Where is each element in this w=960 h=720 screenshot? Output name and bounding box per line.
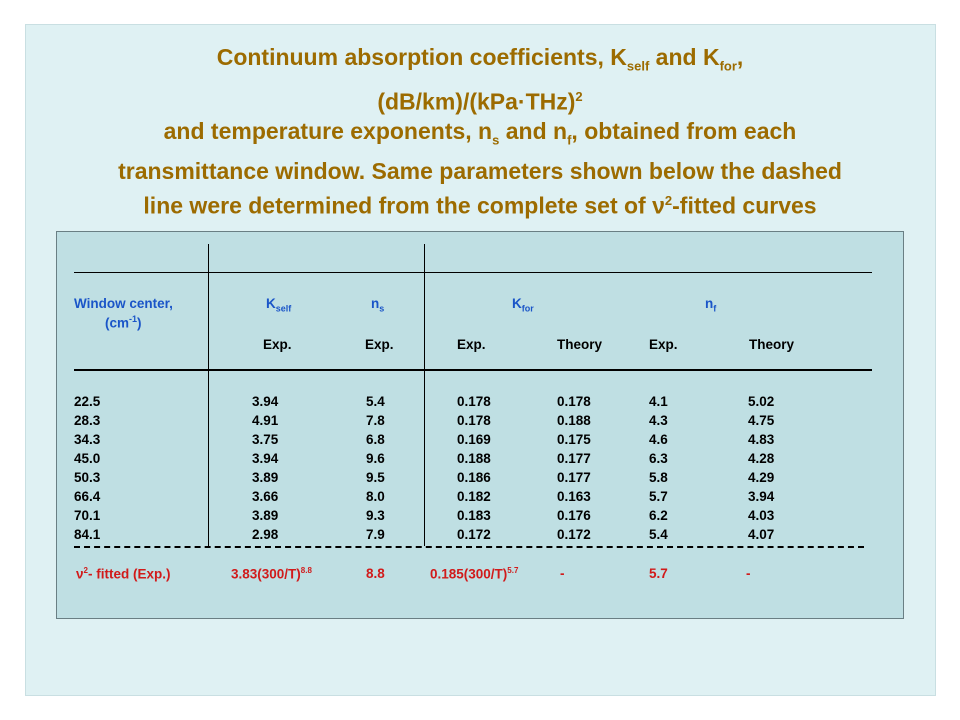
cell-ns: 7.9 (366, 527, 385, 542)
cell-kfor-exp: 0.188 (457, 451, 491, 466)
cell-kfor-exp: 0.169 (457, 432, 491, 447)
fitted-kself: $3.83(300/T)^{8.8}$ (231, 566, 312, 582)
fitted-nf-theory: - (746, 566, 751, 581)
title-line-2: $(dB/km)/(kPa\cdot THz)^2$ (377, 88, 583, 115)
cell-kfor-theory: 0.163 (557, 489, 591, 504)
cell-window-center: 45.0 (74, 451, 101, 466)
fitted-kfor-theory: - (560, 566, 565, 581)
cell-kfor-theory: 0.175 (557, 432, 591, 447)
cell-window-center: 22.5 (74, 394, 101, 409)
cell-nf-exp: 6.2 (649, 508, 668, 523)
cell-kself: 3.89 (252, 508, 279, 523)
cell-ns: 9.3 (366, 508, 385, 523)
cell-kself: 2.98 (252, 527, 279, 542)
cell-nf-theory: 5.02 (748, 394, 775, 409)
cell-nf-exp: 4.1 (649, 394, 668, 409)
cell-window-center: 50.3 (74, 470, 101, 485)
subheader-nf-theory: Theory (749, 337, 795, 352)
cell-kself: 3.89 (252, 470, 279, 485)
cell-nf-theory: 4.75 (748, 413, 775, 428)
cell-nf-exp: 4.3 (649, 413, 668, 428)
cell-ns: 9.6 (366, 451, 385, 466)
cell-nf-exp: 4.6 (649, 432, 668, 447)
header-window-center: Window center, (74, 296, 173, 311)
fitted-kfor: $0.185(300/T)^{5.7}$ (430, 566, 519, 582)
header-window-unit: $(cm^{-1})$ (105, 314, 142, 331)
cell-kself: 3.66 (252, 489, 279, 504)
header-kself: $K_{self}$ (266, 296, 292, 314)
title-line-5: line were determined from the complete set of $\nu^2$-fitted curves (143, 192, 817, 219)
table-header-rule (74, 369, 872, 371)
column-divider-1 (208, 244, 209, 546)
cell-window-center: 28.3 (74, 413, 101, 428)
title-line-3: and temperature exponents, $n_s$ and $n_f$, obtained from each (163, 118, 797, 148)
cell-nf-theory: 4.07 (748, 527, 775, 542)
header-kfor: $K_{for}$ (512, 296, 534, 314)
table-top-rule (74, 272, 872, 273)
title-line-1: Continuum absorption coefficients, $K_{self}$ and $K_{for}$, (216, 44, 744, 74)
subheader-kfor-exp: Exp. (457, 337, 486, 352)
cell-nf-exp: 6.3 (649, 451, 668, 466)
cell-ns: 6.8 (366, 432, 385, 447)
cell-nf-theory: 4.28 (748, 451, 775, 466)
cell-kfor-exp: 0.182 (457, 489, 491, 504)
fitted-ns: 8.8 (366, 566, 385, 581)
cell-ns: 9.5 (366, 470, 385, 485)
cell-kfor-theory: 0.178 (557, 394, 591, 409)
cell-kfor-theory: 0.176 (557, 508, 591, 523)
cell-nf-exp: 5.8 (649, 470, 668, 485)
cell-kself: 3.94 (252, 394, 279, 409)
cell-nf-theory: 4.29 (748, 470, 775, 485)
cell-window-center: 34.3 (74, 432, 101, 447)
cell-kfor-exp: 0.172 (457, 527, 491, 542)
column-divider-2 (424, 244, 425, 546)
title-line-4: transmittance window. Same parameters shown below the dashed (118, 157, 842, 184)
cell-kfor-exp: 0.186 (457, 470, 491, 485)
cell-nf-theory: 4.83 (748, 432, 775, 447)
header-nf: $n_f$ (705, 296, 717, 314)
cell-nf-theory: 4.03 (748, 508, 775, 523)
cell-kfor-exp: 0.178 (457, 413, 491, 428)
slide-title (0, 42, 960, 221)
header-ns: $n_s$ (371, 296, 385, 314)
cell-window-center: 70.1 (74, 508, 101, 523)
fitted-nf-exp: 5.7 (649, 566, 668, 581)
subheader-kself-exp: Exp. (263, 337, 292, 352)
cell-kself: 3.75 (252, 432, 279, 447)
cell-kfor-exp: 0.183 (457, 508, 491, 523)
cell-kfor-theory: 0.177 (557, 451, 591, 466)
cell-kfor-theory: 0.188 (557, 413, 591, 428)
subheader-nf-exp: Exp. (649, 337, 678, 352)
cell-ns: 5.4 (366, 394, 385, 409)
subheader-ns-exp: Exp. (365, 337, 394, 352)
cell-nf-theory: 3.94 (748, 489, 775, 504)
cell-kself: 3.94 (252, 451, 279, 466)
cell-kfor-theory: 0.172 (557, 527, 591, 542)
cell-nf-exp: 5.7 (649, 489, 668, 504)
fitted-label: $\nu^2-$ fitted (Exp.) (76, 566, 171, 582)
cell-window-center: 66.4 (74, 489, 101, 504)
cell-nf-exp: 5.4 (649, 527, 668, 542)
cell-kfor-exp: 0.178 (457, 394, 491, 409)
cell-kfor-theory: 0.177 (557, 470, 591, 485)
dashed-separator (74, 546, 864, 548)
cell-window-center: 84.1 (74, 527, 101, 542)
cell-ns: 8.0 (366, 489, 385, 504)
cell-kself: 4.91 (252, 413, 279, 428)
cell-ns: 7.8 (366, 413, 385, 428)
subheader-kfor-theory: Theory (557, 337, 603, 352)
